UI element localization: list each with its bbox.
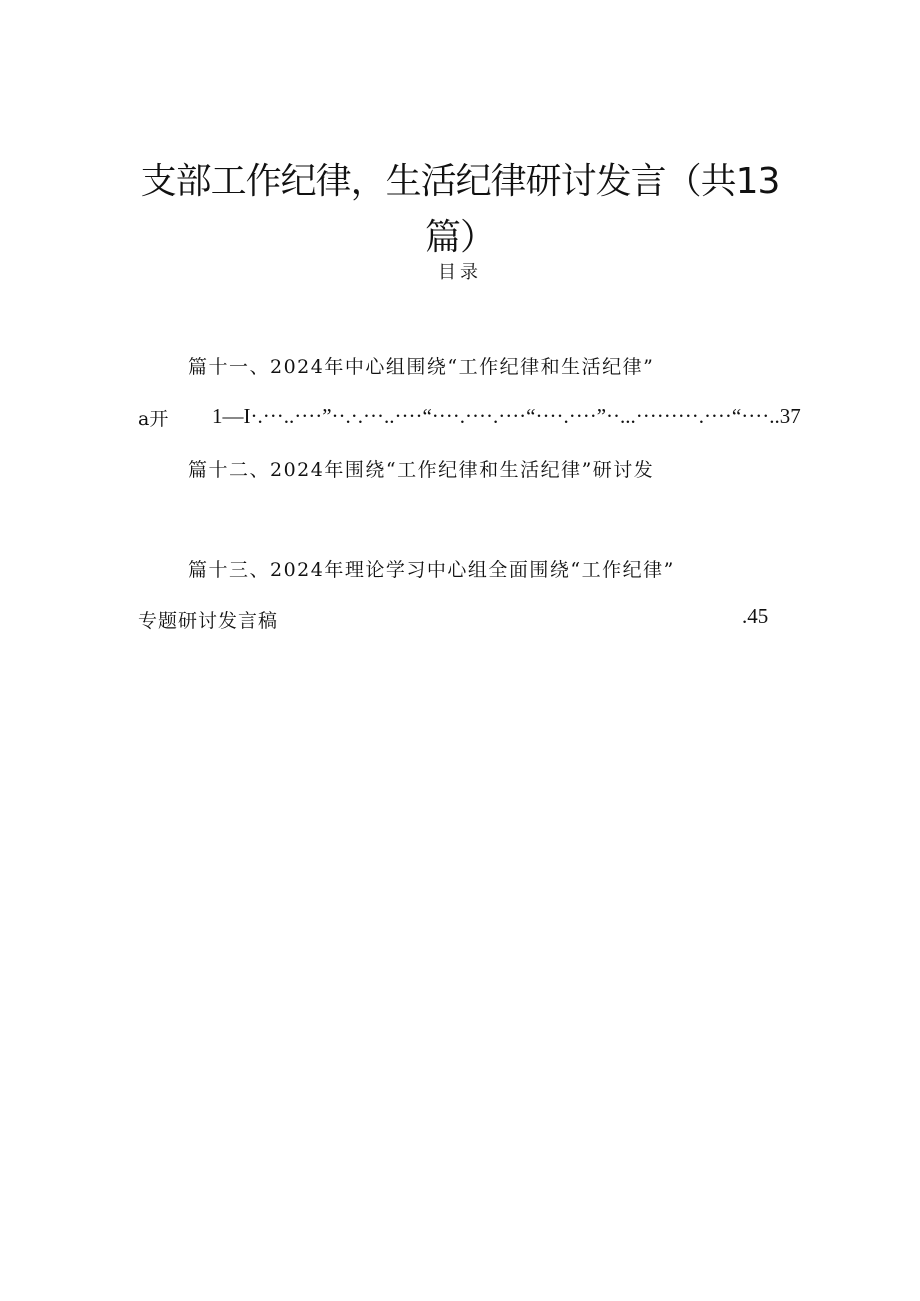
title-line-2: 篇） [424, 217, 495, 259]
toc-entry-13-title[interactable]: 篇十三、2024年理论学习中心组全面围绕“工作纪律” [188, 559, 675, 581]
toc-entry-12-title[interactable]: 篇十二、2024年围绕“工作纪律和生活纪律”研讨发 [188, 459, 655, 481]
toc-heading: 目录 [438, 262, 482, 283]
toc-entry-11-continuation: a开 [138, 408, 169, 430]
toc-entry-11-leader-page[interactable]: 1—I·.···..····”··.·.···..····“····.····.····“····.····”··...·········.····“····..37 [212, 404, 801, 428]
title-line-1: 支部工作纪律，生活纪律研讨发言（共13 [140, 161, 780, 203]
toc-entry-11-title[interactable]: 篇十一、2024年中心组围绕“工作纪律和生活纪律” [188, 356, 655, 378]
toc-entry-13-continuation: 专题研讨发言稿 [138, 610, 279, 632]
document-title [60, 154, 860, 266]
toc-entry-13-page-number[interactable]: .45 [742, 604, 769, 628]
